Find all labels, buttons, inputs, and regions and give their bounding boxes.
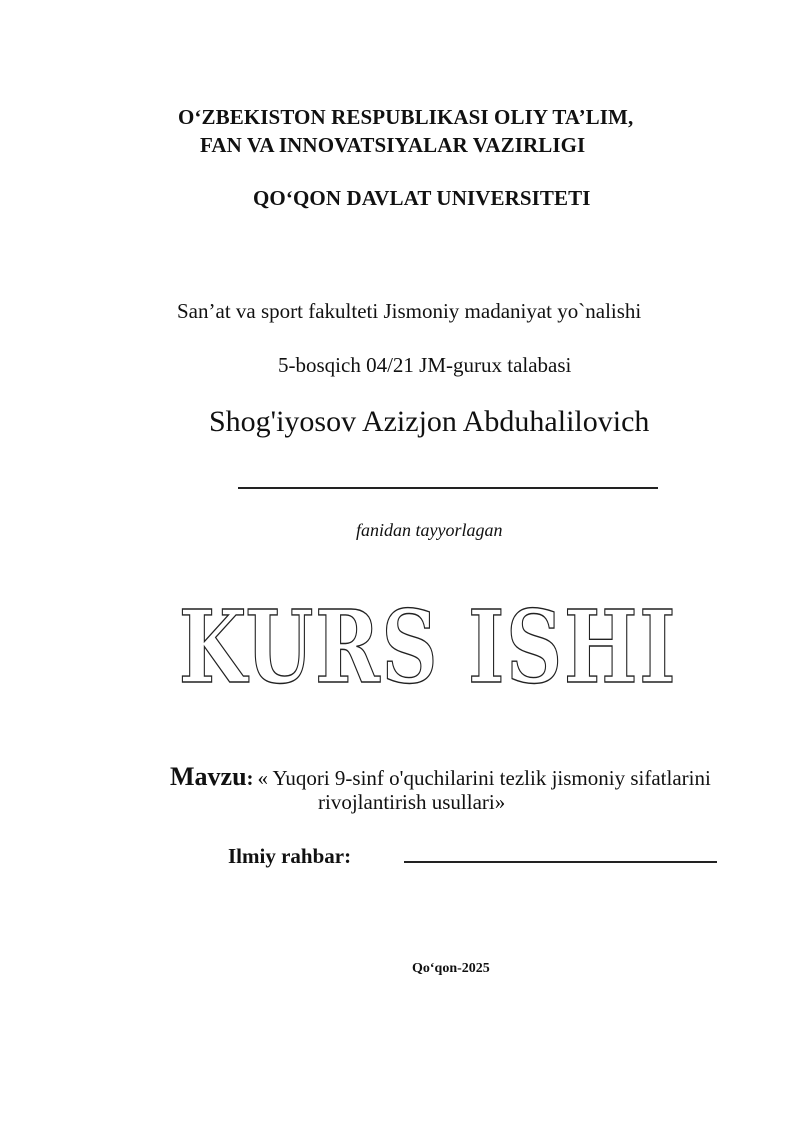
place-year: Qo‘qon-2025	[412, 961, 490, 976]
topic-label: Mavzu	[170, 762, 247, 791]
university-name: QO‘QON DAVLAT UNIVERSITETI	[253, 186, 591, 210]
group-line: 5-bosqich 04/21 JM-gurux talabasi	[278, 353, 572, 377]
ministry-line-2: FAN VA INNOVATSIYALAR VAZIRLIGI	[200, 133, 586, 157]
student-name: Shog'iyosov Azizjon Abduhalilovich	[209, 405, 650, 438]
ministry-line-1: O‘ZBEKISTON RESPUBLIKASI OLIY TA’LIM,	[178, 105, 634, 129]
faculty-line: San’at va sport fakulteti Jismoniy madaniyat yo`nalishi	[177, 299, 642, 323]
topic-line-1: « Yuqori 9-sinf o'quchilarini tezlik jismoniy sifatlarini	[257, 766, 711, 790]
topic-block	[170, 762, 711, 792]
subject-blank-line	[238, 487, 658, 489]
supervisor-blank-line	[404, 861, 717, 863]
subject-caption: fanidan tayyorlagan	[356, 520, 503, 540]
topic-line-2: rivojlantirish usullari»	[318, 790, 506, 814]
document-type-title: KURS ISHI	[178, 588, 678, 706]
topic-colon: :	[246, 766, 254, 790]
supervisor-label: Ilmiy rahbar:	[228, 844, 352, 868]
